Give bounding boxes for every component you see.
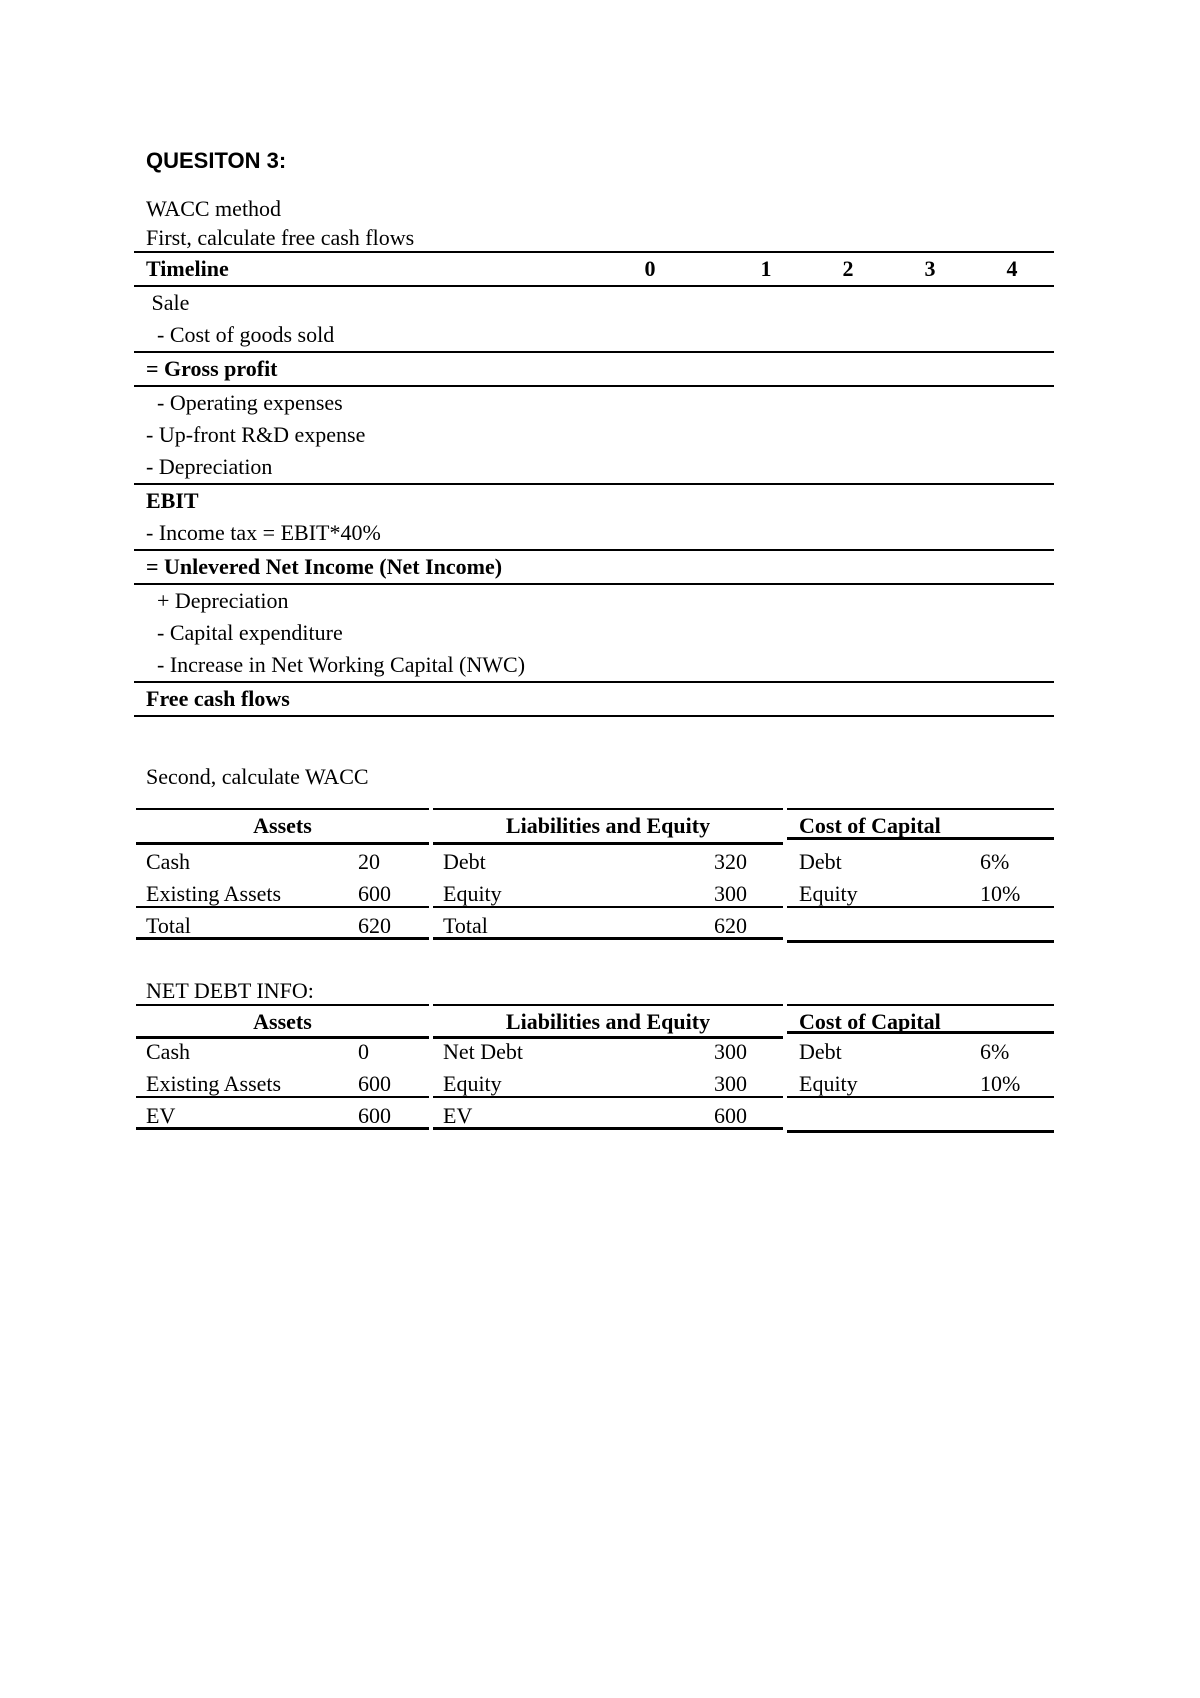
- row-label: - Capital expenditure: [146, 620, 343, 645]
- step-2-text: Second, calculate WACC: [146, 764, 369, 789]
- row-label: EBIT: [146, 488, 199, 513]
- capital-rate: 10%: [980, 1071, 1021, 1096]
- capital-blank: [787, 910, 1054, 943]
- fcf-row: [134, 387, 1054, 419]
- row-label: - Up-front R&D expense: [146, 422, 366, 447]
- fcf-row: [134, 485, 1054, 517]
- liability-label: Equity: [433, 1068, 783, 1098]
- capital-label: Debt: [799, 849, 842, 874]
- liability-label: Total: [433, 910, 783, 940]
- row-label: - Increase in Net Working Capital (NWC): [146, 652, 526, 677]
- free-cash-flow-table: [134, 251, 1054, 717]
- net-debt-ev-row: [136, 1100, 1054, 1132]
- row-label: = Gross profit: [146, 356, 278, 381]
- liabilities-equity-header: Liabilities and Equity: [433, 1004, 783, 1039]
- asset-label: Existing Assets: [136, 1068, 429, 1098]
- period-0: 0: [644, 256, 656, 281]
- asset-label: EV: [136, 1100, 429, 1130]
- asset-value: 600: [358, 1103, 391, 1128]
- net-debt-row: [136, 1068, 1054, 1100]
- fcf-row: [134, 585, 1054, 617]
- fcf-row: [134, 617, 1054, 649]
- row-label: - Operating expenses: [146, 390, 343, 415]
- wacc-balance-table: [136, 808, 1054, 942]
- asset-value: 600: [358, 881, 391, 906]
- asset-label: Cash: [146, 849, 190, 874]
- capital-rate: 10%: [980, 881, 1021, 906]
- capital-label: Debt: [799, 1039, 842, 1064]
- liabilities-equity-header: Liabilities and Equity: [433, 808, 783, 845]
- asset-label: Existing Assets: [136, 878, 429, 908]
- fcf-row: [134, 451, 1054, 485]
- question-heading: QUESITON 3:: [146, 148, 287, 173]
- fcf-row: [134, 287, 1054, 319]
- liability-value: 300: [714, 881, 747, 906]
- timeline-label: Timeline: [146, 256, 229, 281]
- net-debt-title: NET DEBT INFO:: [146, 978, 314, 1003]
- net-debt-row: [136, 1036, 1054, 1068]
- net-debt-table: [136, 1004, 1054, 1132]
- fcf-row: [134, 551, 1054, 585]
- capital-blank: [787, 1100, 1054, 1133]
- capital-label: Equity: [787, 1068, 1054, 1098]
- net-debt-header-row: [136, 1004, 1054, 1036]
- balance-header-row: [136, 808, 1054, 846]
- period-2: 2: [842, 256, 854, 281]
- row-label: Sale: [146, 290, 190, 315]
- assets-header: Assets: [136, 1004, 429, 1039]
- row-label: = Unlevered Net Income (Net Income): [146, 554, 503, 579]
- period-3: 3: [924, 256, 936, 281]
- fcf-row: [134, 683, 1054, 717]
- fcf-row: [134, 517, 1054, 551]
- asset-value: 600: [358, 1071, 391, 1096]
- row-label: - Depreciation: [146, 454, 273, 479]
- liability-label: EV: [433, 1100, 783, 1130]
- asset-label: Total: [136, 910, 429, 940]
- liability-value: 600: [714, 1103, 747, 1128]
- fcf-row: [134, 419, 1054, 451]
- liability-label: Net Debt: [443, 1039, 524, 1064]
- row-label: Free cash flows: [146, 686, 290, 711]
- liability-value: 300: [714, 1071, 747, 1096]
- capital-rate: 6%: [980, 849, 1010, 874]
- asset-value: 0: [358, 1039, 369, 1064]
- balance-total-row: [136, 910, 1054, 942]
- assets-header: Assets: [136, 808, 429, 845]
- balance-row: [136, 878, 1054, 910]
- fcf-row: [134, 649, 1054, 683]
- liability-label: Equity: [433, 878, 783, 908]
- row-label: + Depreciation: [146, 588, 289, 613]
- cost-of-capital-header: Cost of Capital: [787, 1004, 1054, 1034]
- row-label: - Cost of goods sold: [146, 322, 335, 347]
- period-4: 4: [1006, 256, 1018, 281]
- balance-row: [136, 846, 1054, 878]
- fcf-row: [134, 319, 1054, 353]
- asset-value: 20: [358, 849, 380, 874]
- liability-value: 300: [714, 1039, 747, 1064]
- asset-label: Cash: [146, 1039, 190, 1064]
- capital-label: Equity: [787, 878, 1054, 908]
- capital-rate: 6%: [980, 1039, 1010, 1064]
- method-title: WACC method: [146, 196, 282, 221]
- fcf-row: [134, 353, 1054, 387]
- liability-label: Debt: [443, 849, 486, 874]
- row-label: - Income tax = EBIT*40%: [146, 520, 381, 545]
- asset-value: 620: [358, 913, 391, 938]
- liability-value: 320: [714, 849, 747, 874]
- cost-of-capital-header: Cost of Capital: [787, 808, 1054, 840]
- step-1-text: First, calculate free cash flows: [146, 225, 415, 250]
- liability-value: 620: [714, 913, 747, 938]
- timeline-header-row: [134, 251, 1054, 287]
- period-1: 1: [760, 256, 772, 281]
